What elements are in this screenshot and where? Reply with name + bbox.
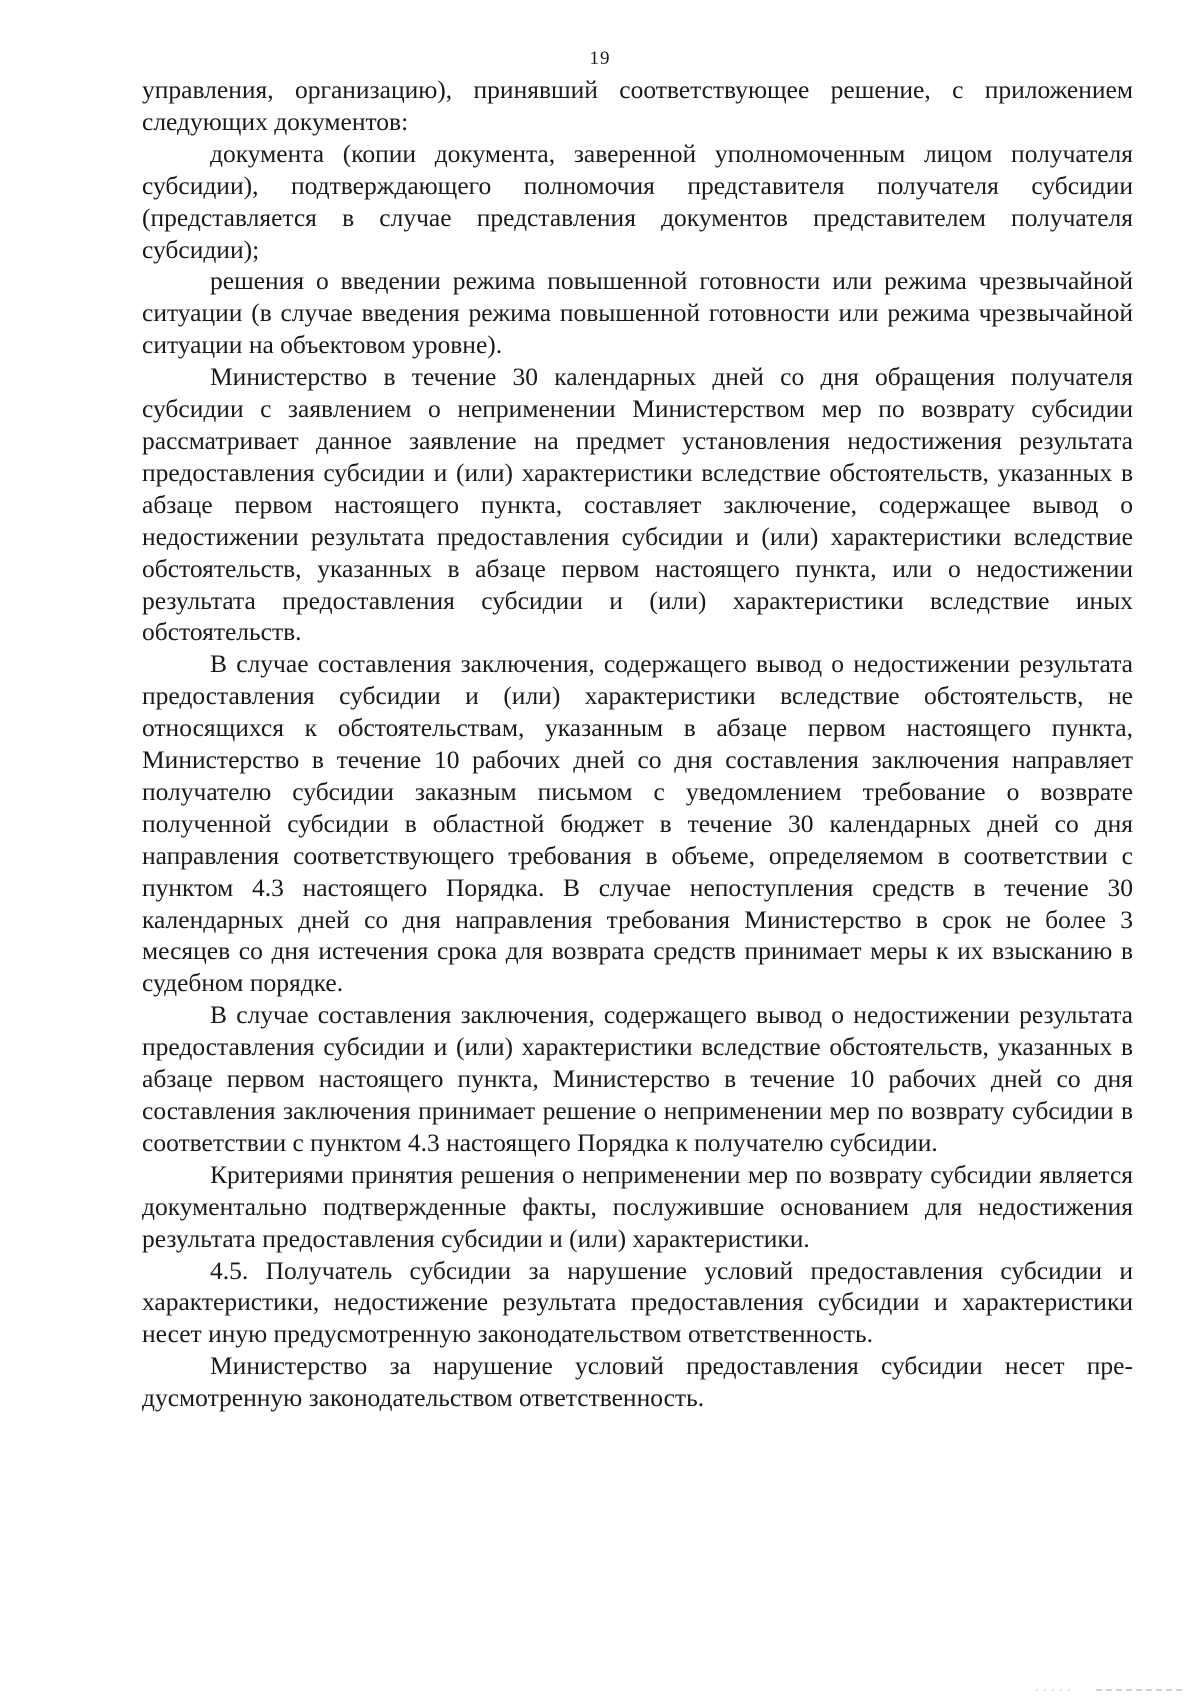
paragraph-continuation: управления, организацию), принявший соответствующее решение, с приложением следующих документов: xyxy=(142,75,1133,136)
paragraph-ministry-liability: Министерство за нарушение условий предоставления субсидии несет предусмотренную законодательством ответственность. xyxy=(142,1351,1133,1413)
paragraph-criteria: Критериями принятия решения о неприменении мер по возврату субсидии является документально подтвержденные факты, послужившие основанием для недостижения результата предоставления субсидии и (или) характеристики. xyxy=(142,1159,1133,1253)
paragraph-ministry-review: Министерство в течение 30 календарных дней со дня обращения получателя субсидии с заявлением о неприменении Министерством мер по возврату субсидии рассматривает данное заявление на предмет установления недостижения результата предоставления субсидии и (или) характеристики вследствие обстоятельств, указанных в абзаце первом настоящего пункта, составляет заключение, содержащее вывод о недостижении результата предоставления субсидии и (или) характеристики вследствие обстоятельств, указанных в абзаце первом настоящего пункта, или о недостижении результата предоставления субсидии и (или) характеристики вследствие иных обстоятельств. xyxy=(142,362,1133,647)
paragraph-authority-document: документа (копии документа, заверенной уполномоченным лицом получателя субсидии), подтверждающего полномочия представителя получателя субсидии (представляется в случае представления документов представителем получателя субсидии); xyxy=(142,138,1133,264)
paragraph-refund-requirement: В случае составления заключения, содержащего вывод о недостижении результата предоставления субсидии и (или) характеристики вследствие обстоятельств, не относящихся к обстоятельствам, указанным в абзаце первом настоящего пункта, Министерство в течение 10 рабочих дней со дня составления заключения направляет получателю субсидии заказным письмом с уведомлением требование о возврате полученной субсидии в областной бюджет в течение 30 календарных дней со дня направления соответствующего требования в объеме, определяемом в соответствии с пунктом 4.3 настоящего Порядка. В случае непоступления средств в течение 30 календарных дней со дня направления требования Министерство в срок не более 3 месяцев со дня истечения срока для возврата средств принимает меры к их взысканию в судебном порядке. xyxy=(142,649,1133,998)
scan-artifact-mark xyxy=(1036,1687,1186,1693)
paragraph-non-application-decision: В случае составления заключения, содержащего вывод о недостижении результата предоставления субсидии и (или) характеристики вследствие обстоятельств, указанных в абзаце первом настоящего пункта, Министерство в течение 10 рабочих дней со дня составления заключения принимает решение о неприменении мер по возврату субсидии в соответствии с пунктом 4.3 настоящего Порядка к получателю субсидии. xyxy=(142,1000,1133,1157)
paragraph-section-4-5: 4.5. Получатель субсидии за нарушение условий предоставления субсидии и характеристики, недостижение результата предоставления субсидии и характеристики несет иную предусмотренную законодательством ответственность. xyxy=(142,1255,1133,1349)
document-body xyxy=(142,74,1133,1414)
page-number: 19 xyxy=(589,48,611,69)
paragraph-emergency-decision: решения о введении режима повышенной готовности или режима чрезвычайной ситуации (в случае введения режима повышенной готовности или режима чрезвычайной ситуации на объектовом уровне). xyxy=(142,266,1133,360)
